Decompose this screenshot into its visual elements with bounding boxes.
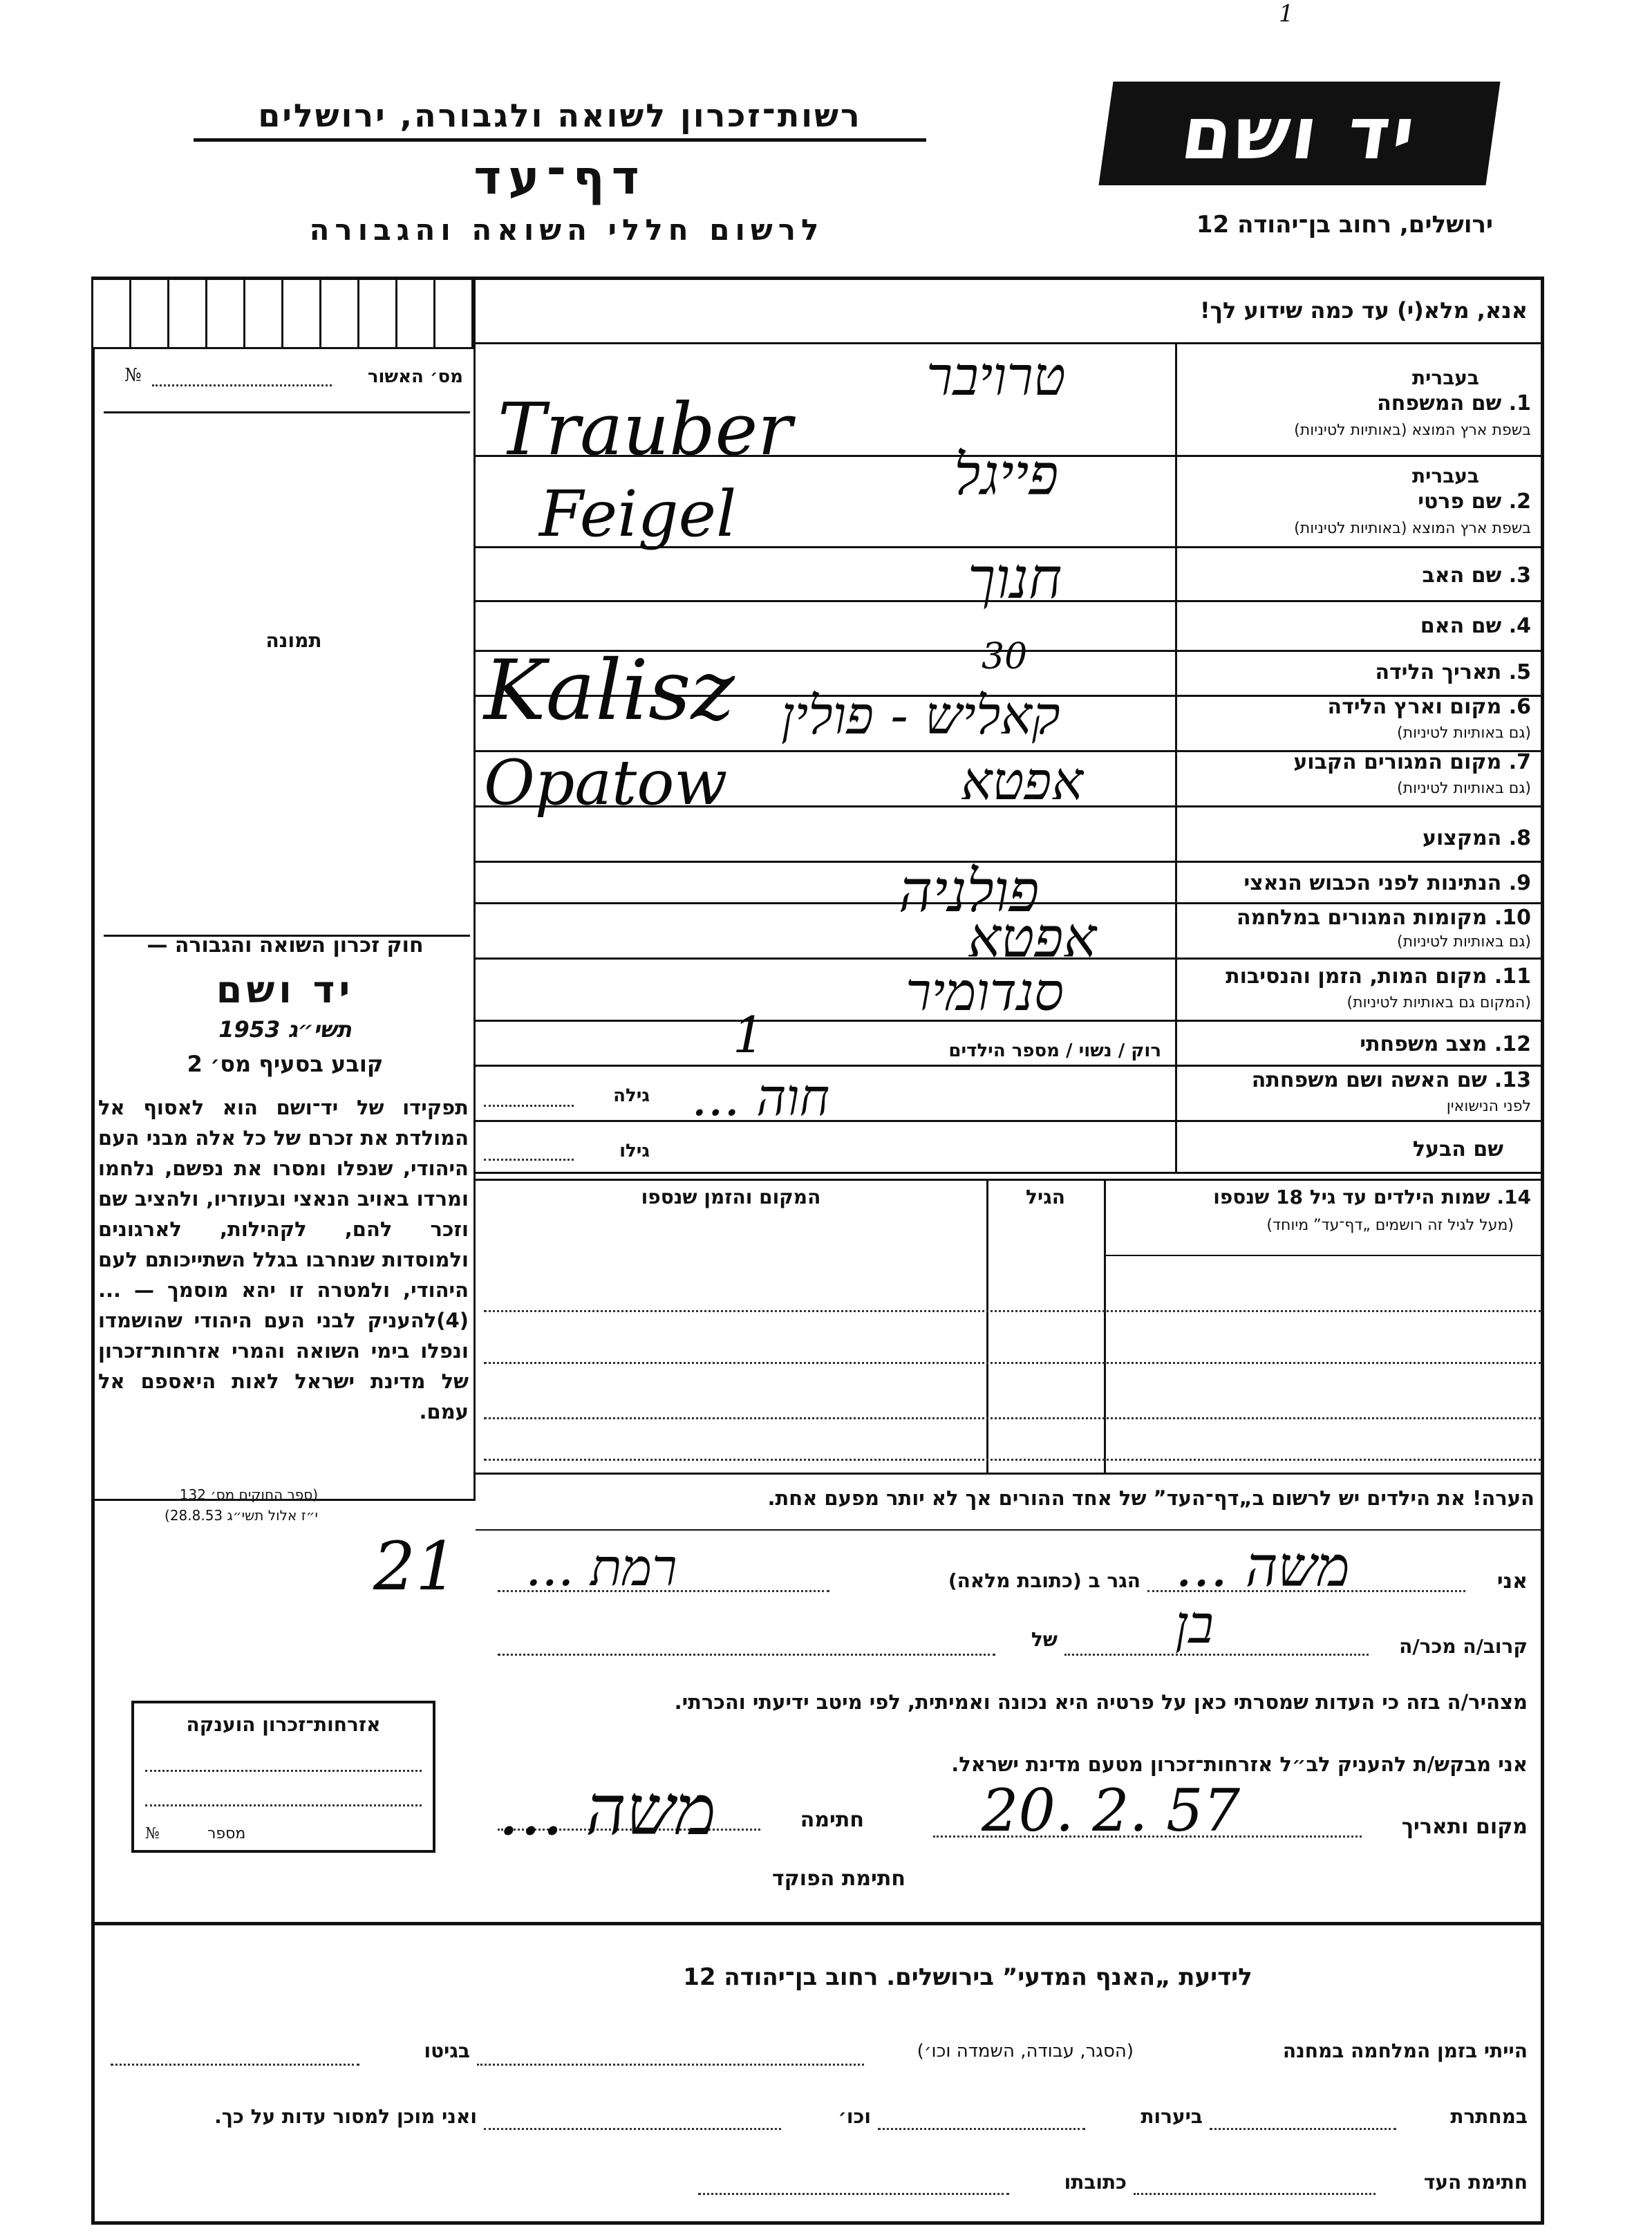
photo-label: תמונה	[265, 629, 322, 652]
law-text: תפקידו של יד־ושם הוא לאסוף אל המולדת את זכרם של כל אלה מבני העם היהודי, שנפלו ומסרו את נפשם, נלחמו ומרדו באויב הנאצי ובעוזריו, ולהציב שם וזכר להם, לקהילות, לארגונים ולמוסדות שנחרבו בגלל השתייכותם לעם היהודי, ולמטרה זו יהא מוסמך — ...(4)להעניק לבני העם היהודי שהושמדו ונפלו בימי השואה והמרי אזרחות־זכרון של מדינת ישראל לאות היאספם אל עמם.	[98, 1096, 469, 1423]
field-1-heb: בעברית	[1411, 366, 1479, 389]
filler-i-label: אני	[1496, 1569, 1528, 1594]
info-line2-fill-3	[484, 2128, 781, 2130]
field-2-sub: בשפת ארץ המוצא (באותיות לטיניות)	[1294, 520, 1531, 537]
approval-no-sign: №	[124, 365, 142, 386]
hand-death-place: סנדומיר	[905, 961, 1064, 1022]
field-husband-label: שם הבעל	[1412, 1137, 1503, 1161]
org-title: רשות־זכרון לשואה ולגבורה, ירושלים	[258, 97, 862, 134]
hand-nationality: פולניה	[899, 857, 1040, 925]
approval-number-line	[152, 384, 332, 386]
photo-box	[104, 411, 470, 937]
hand-signature: משה ...	[498, 1770, 716, 1851]
hand-date: 20. 2. 57	[982, 1777, 1241, 1844]
children-row-1	[484, 1310, 1541, 1312]
hand-father: חנוך	[968, 546, 1062, 612]
info-line1-b: (הסגר, עבודה, השמדה וכו׳)	[917, 2041, 1134, 2062]
row-line-12	[476, 1065, 1544, 1067]
margin-handwritten-number: 21	[373, 1528, 458, 1605]
info-line1-c: בגיטו	[424, 2039, 470, 2062]
hand-first-lat: Feigel	[539, 477, 737, 551]
field-5-label: 5. תאריך הלידה	[1375, 660, 1531, 684]
law-name: יד ושם	[216, 968, 355, 1011]
hand-witness-address: רמת ...	[525, 1538, 677, 1598]
hand-witness-name: משה ...	[1175, 1535, 1350, 1599]
hand-children-count: 1	[733, 1006, 764, 1064]
declaration: מצהיר/ה בזה כי העדות שמסרתי כאן על פרטיה היא נכונה ואמיתית, לפי מיטב ידיעתי והכרתי.	[674, 1690, 1528, 1714]
filler-relative-label: קרוב/ה מכר/ה	[1399, 1635, 1528, 1658]
hand-relation: בן	[1175, 1594, 1214, 1655]
field-12-label: 12. מצב משפחתי	[1360, 1032, 1531, 1056]
field-11-label: 11. מקום המות, הזמן והנסיבות	[1226, 964, 1531, 989]
field-2-heb: בעברית	[1411, 465, 1479, 487]
info-line2-fill-2	[878, 2128, 1085, 2130]
hand-residence-lat: Opatow	[484, 747, 728, 819]
info-line2-c: וכו׳	[838, 2105, 871, 2128]
col-age: הגיל	[1026, 1186, 1065, 1208]
col-place: המקום והזמן שנספו	[641, 1186, 821, 1208]
citizenship-line-2	[145, 1804, 422, 1806]
info-line1-a: הייתי בזמן המלחמה במחנה	[1282, 2039, 1528, 2062]
info-title: לידיעת „האנף המדעי” בירושלים. רחוב בן־יהודה 12	[683, 1963, 1252, 1991]
label-column-divider	[1175, 342, 1177, 1172]
info-line3-fill-1	[1134, 2193, 1376, 2195]
field-1-label: 1. שם המשפחה	[1377, 391, 1531, 415]
note-underline	[476, 1529, 1544, 1531]
form-subtitle: לרשום חללי השואה והגבורה	[309, 213, 825, 247]
row-line-14b	[476, 1179, 1544, 1181]
yad-vashem-logo	[1098, 82, 1500, 185]
corner-mark: 1	[1279, 0, 1294, 28]
row-line-13	[476, 1120, 1544, 1122]
citizenship-number-label: מספר	[207, 1825, 246, 1842]
official-signature-label: חתימת הפוקד	[772, 1867, 905, 1891]
children-row-2	[484, 1362, 1541, 1364]
info-line3-a: חתימת העד	[1423, 2171, 1528, 2194]
note-text: הערה! את הילדים יש לרשום ב„דף־העד” של אחד ההורים אך לא יותר מפעם אחת.	[767, 1486, 1534, 1510]
info-line2-b: ביערות	[1141, 2105, 1203, 2128]
field-8-label: 8. המקצוע	[1423, 826, 1531, 850]
info-line2-d: ואני מוכן למסור עדות על כך.	[214, 2105, 477, 2128]
hand-first-heb: פייגל	[954, 442, 1059, 508]
info-line2-fill-1	[1210, 2128, 1396, 2130]
field-2-label: 2. שם פרטי	[1418, 489, 1531, 514]
children-header-line	[1106, 1255, 1544, 1256]
field-1-sub: בשפת ארץ המוצא (באותיות לטיניות)	[1294, 422, 1531, 439]
form-title: דף־עד	[473, 151, 646, 205]
field-7-label: 7. מקום המגורים הקבוע	[1293, 750, 1531, 774]
info-line2-a: במחתרת	[1450, 2105, 1528, 2128]
hand-birth-place-heb: קאליש - פולין	[781, 684, 1060, 746]
law-year: תשי״ג 1953	[218, 1016, 352, 1043]
org-underline	[194, 138, 926, 142]
law-clause: קובע בסעיף מס׳ 2	[187, 1051, 384, 1077]
children-row-3	[484, 1417, 1541, 1419]
field-6-sub: (גם באותיות לטיניות)	[1397, 725, 1531, 742]
field-9-label: 9. הנתינות לפני הכבוש הנאצי	[1243, 871, 1531, 895]
law-ref-2: י״ז אלול תשי״ג 28.8.53)	[165, 1507, 318, 1524]
place-date-label: מקום ותאריך	[1401, 1815, 1528, 1839]
filler-relation-line	[1064, 1654, 1369, 1656]
row-line-14	[476, 1172, 1544, 1174]
info-line3-fill-2	[698, 2193, 1009, 2195]
wife-age-line	[484, 1105, 574, 1107]
hand-surname-lat: Trauber	[498, 387, 792, 471]
hand-war-residence: אפטא	[968, 906, 1097, 970]
hand-wife: חוה ...	[691, 1068, 830, 1128]
filler-lives-label: הגר ב (כתובת מלאה)	[948, 1569, 1141, 1592]
info-line1-fill-2	[111, 2064, 359, 2066]
field-7-sub: (גם באותיות לטיניות)	[1397, 780, 1531, 797]
law-ref: (ספר החוקים מס׳ 132	[179, 1486, 318, 1503]
address: ירושלים, רחוב בן־יהודה 12	[1196, 211, 1493, 239]
approval-cells	[93, 280, 473, 349]
field-10-sub: (גם באותיות לטיניות)	[1397, 933, 1531, 951]
children-row-4	[484, 1459, 1541, 1461]
field-10-label: 10. מקומות המגורים במלחמה	[1237, 906, 1531, 930]
marital-options: רוק / נשוי / מספר הילדים	[948, 1040, 1161, 1061]
hand-surname-heb: טרויבר	[926, 346, 1066, 408]
field-13-sub: לפני הנישואין	[1446, 1098, 1531, 1115]
signature-label: חתימה	[800, 1808, 864, 1832]
field-4-label: 4. שם האם	[1420, 614, 1531, 638]
law-title: חוק זכרון השואה והגבורה —	[147, 933, 424, 957]
info-line3-b: כתובתו	[1064, 2171, 1127, 2194]
field-6-label: 6. מקום וארץ הלידה	[1327, 695, 1531, 719]
hand-birth-date: 30	[982, 636, 1028, 678]
children-subtitle: (מעל לגיל זה רושמים „דף־עד” מיוחד)	[1266, 1217, 1514, 1234]
instruction-line	[476, 342, 1544, 344]
request: אני מבקש/ת להעניק לב״ל אזרחות־זכרון מטעם מדינת ישראל.	[951, 1753, 1528, 1776]
hand-birth-place-lat: Kalisz	[484, 643, 735, 739]
wife-age-label: גילה	[613, 1085, 650, 1106]
children-title: 14. שמות הילדים עד גיל 18 שנספו	[1213, 1186, 1531, 1208]
hand-residence-heb: אפטא	[961, 750, 1083, 812]
husband-age-label: גילו	[619, 1141, 650, 1161]
citizenship-box-title: אזרחות־זכרון הוענקה	[186, 1713, 381, 1736]
field-3-label: 3. שם האב	[1422, 563, 1531, 588]
logo-text: יד ושם	[1176, 91, 1423, 176]
field-13-label: 13. שם האשה ושם משפחתה	[1251, 1068, 1531, 1092]
approval-number-label: מס׳ האשור	[367, 366, 463, 387]
children-bottom-line	[476, 1473, 1544, 1475]
bottom-divider	[91, 1922, 1544, 1925]
instruction: אנא, מלא(י) עד כמה שידוע לך!	[1199, 297, 1528, 324]
filler-of-line	[498, 1654, 995, 1656]
field-11-sub: (המקום גם באותיות לטיניות)	[1346, 994, 1531, 1011]
children-col-divider-2	[986, 1179, 988, 1473]
sidebar-divider	[473, 277, 476, 1500]
citizenship-line-1	[145, 1770, 422, 1772]
filler-of-label: של	[1031, 1628, 1058, 1651]
husband-age-line	[484, 1159, 574, 1161]
citizenship-no-sign: №	[145, 1825, 160, 1842]
info-line1-fill	[477, 2064, 864, 2066]
